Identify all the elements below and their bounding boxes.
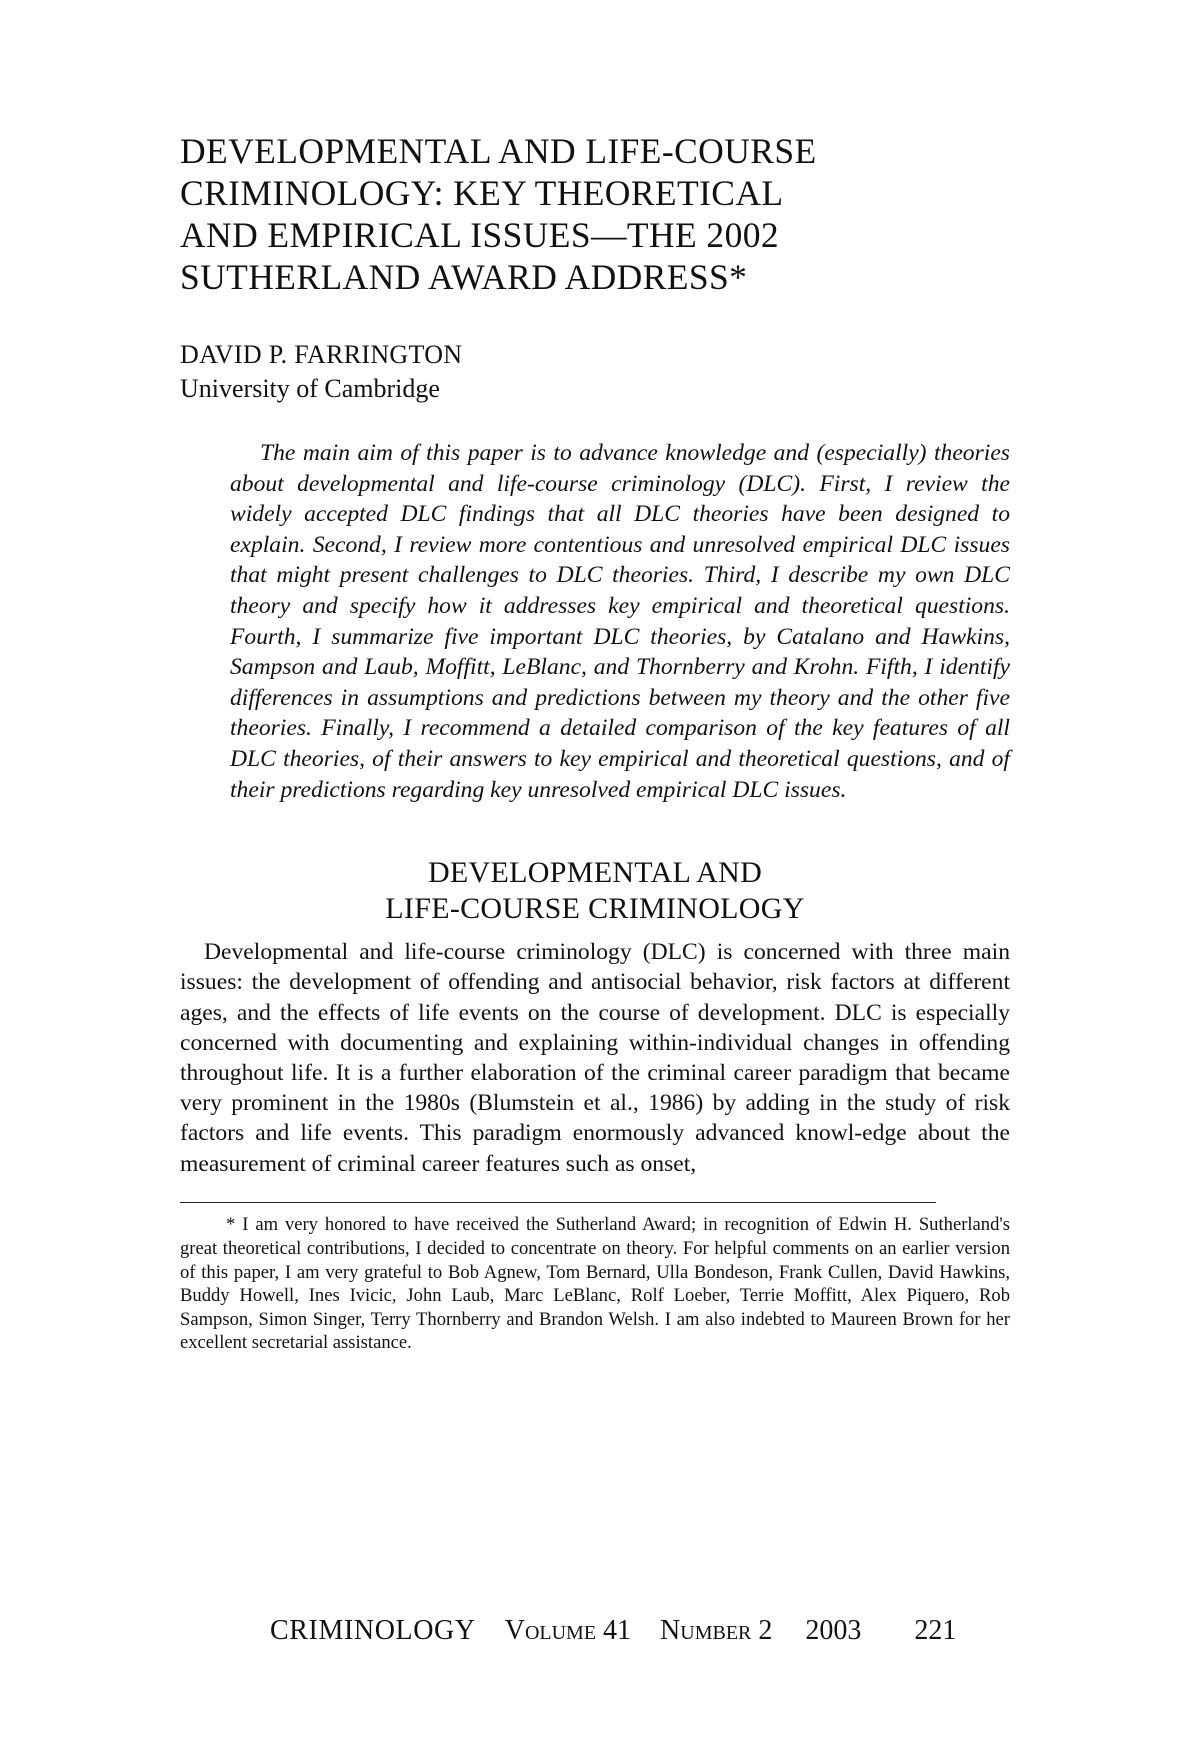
footer-journal: CRIMINOLOGY (270, 1615, 476, 1646)
author-affiliation: University of Cambridge (180, 374, 440, 403)
footer-year: 2003 (805, 1615, 862, 1646)
section-heading-line: LIFE-COURSE CRIMINOLOGY (385, 892, 805, 926)
section-heading-line: DEVELOPMENTAL AND (427, 856, 763, 890)
article-page (180, 130, 1010, 1374)
section-heading (180, 855, 1010, 927)
title-line: AND EMPIRICAL ISSUES—THE 2002 (180, 215, 780, 255)
footnote: * I am very honored to have received the Sutherland Award; in recognition of Edwin H. Sutherland's great theoretical contributions, I decided to concentrate on theory. For helpful comments on an earlier version of this paper, I am very grateful to Bob Agnew, Tom Bernard, Ulla Bondeson, Frank Cullen, David Hawkins, Buddy Howell, Ines Ivicic, John Laub, Marc LeBlanc, Rolf Loeber, Terrie Moffitt, Alex Piquero, Rob Sampson, Simon Singer, Terry Thornberry and Brandon Welsh. I am also indebted to Maureen Brown for her excellent secretarial assistance. (180, 1214, 1010, 1354)
footer-number: Number 2 (660, 1615, 773, 1646)
author-block (180, 338, 1010, 406)
title-line: SUTHERLAND AWARD ADDRESS* (180, 257, 748, 297)
abstract: The main aim of this paper is to advance knowledge and (especially) theories about developmental and life-course criminology (DLC). First, I review the widely accepted DLC findings that all DLC theories have been designed to explain. Second, I review more contentious and unresolved empirical DLC issues that might present challenges to DLC theories. Third, I describe my own DLC theory and specify how it addresses key empirical and theoretical questions. Fourth, I summarize five important DLC theories, by Catalano and Hawkins, Sampson and Laub, Moffitt, LeBlanc, and Thornberry and Krohn. Fifth, I identify differences in assumptions and predictions between my theory and the other five theories. Finally, I recommend a detailed comparison of the key features of all DLC theories, of their answers to key empirical and theoretical questions, and of their predictions regarding key unresolved empirical DLC issues. (230, 440, 1010, 803)
body-paragraph: Developmental and life-course criminology (DLC) is concerned with three main issues: the development of offending and antisocial behavior, risk factors at different ages, and the effects of life events on the course of development. DLC is especially concerned with documenting and explaining within-individual changes in offending throughout life. It is a further elaboration of the criminal career paradigm that became very prominent in the 1980s (Blumstein et al., 1986) by adding in the study of risk factors and life events. This paradigm enormously advanced knowl-edge about the measurement of criminal career features such as onset, (180, 939, 1010, 1177)
footnote-divider (180, 1202, 936, 1203)
running-footer (270, 1614, 1010, 1648)
article-title (180, 130, 1010, 298)
author-name: DAVID P. FARRINGTON (180, 340, 463, 369)
footer-volume: Volume 41 (504, 1615, 632, 1646)
title-line: DEVELOPMENTAL AND LIFE-COURSE (180, 131, 817, 171)
title-line: CRIMINOLOGY: KEY THEORETICAL (180, 173, 784, 213)
page-number: 221 (914, 1615, 957, 1646)
